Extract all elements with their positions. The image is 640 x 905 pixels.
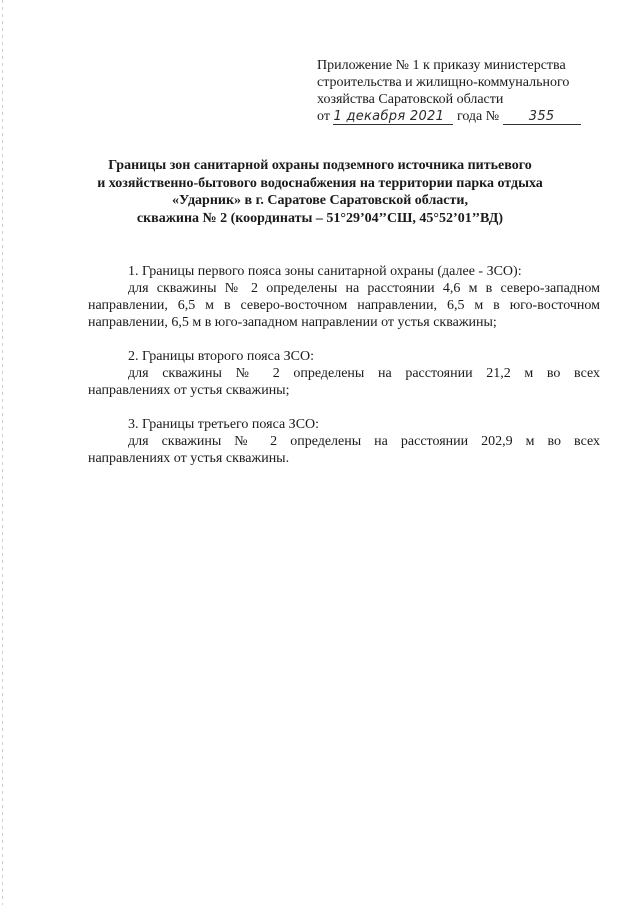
appendix-line-3: хозяйства Саратовской области [317,92,504,107]
from-label: от [317,109,330,124]
section-2-line-2: направлениях от устья скважины; [88,383,290,398]
section-1-line-1: для скважины № 2 определены на расстоянии 4,6 м в северо-западном [128,281,600,296]
section-1 [88,263,600,331]
handwritten-date: 1 декабря 2021 [333,110,453,125]
section-1-line-2: направлении, 6,5 м в северо-восточном направлении, 6,5 м в юго-восточном [88,298,600,313]
section-2-line-1: для скважины № 2 определены на расстоянии 21,2 м во всех [128,366,600,381]
year-number-label: года № [456,109,500,124]
title-line-3: «Ударник» в г. Саратове Саратовской области, [172,193,468,208]
title-line-1: Границы зон санитарной охраны подземного источника питьевого [108,158,532,173]
appendix-header [317,57,607,125]
title-line-4: скважина № 2 (координаты – 51°29’04’’СШ, 45°52’01’’ВД) [136,210,504,226]
section-3-line-2: направлениях от устья скважины. [88,451,290,466]
section-3-heading: 3. Границы третьего пояса ЗСО: [128,417,320,432]
section-2 [88,348,600,399]
document-title [70,157,570,227]
section-3 [88,416,600,467]
section-2-heading: 2. Границы второго пояса ЗСО: [128,349,315,364]
section-3-line-1: для скважины № 2 определены на расстоянии 202,9 м во всех [128,434,600,449]
appendix-line-2: строительства и жилищно-коммунального [317,75,570,90]
title-line-2: и хозяйственно-бытового водоснабжения на территории парка отдыха [97,175,543,191]
section-1-line-3: направлении, 6,5 м в юго-западном направлении от устья скважины; [88,315,497,330]
handwritten-order-number: 355 [503,110,581,125]
scan-edge-line [2,0,3,905]
appendix-line-1: Приложение № 1 к приказу министерства [317,58,566,73]
order-date-number-line [317,108,607,125]
section-1-heading: 1. Границы первого пояса зоны санитарной охраны (далее - ЗСО): [128,264,522,279]
